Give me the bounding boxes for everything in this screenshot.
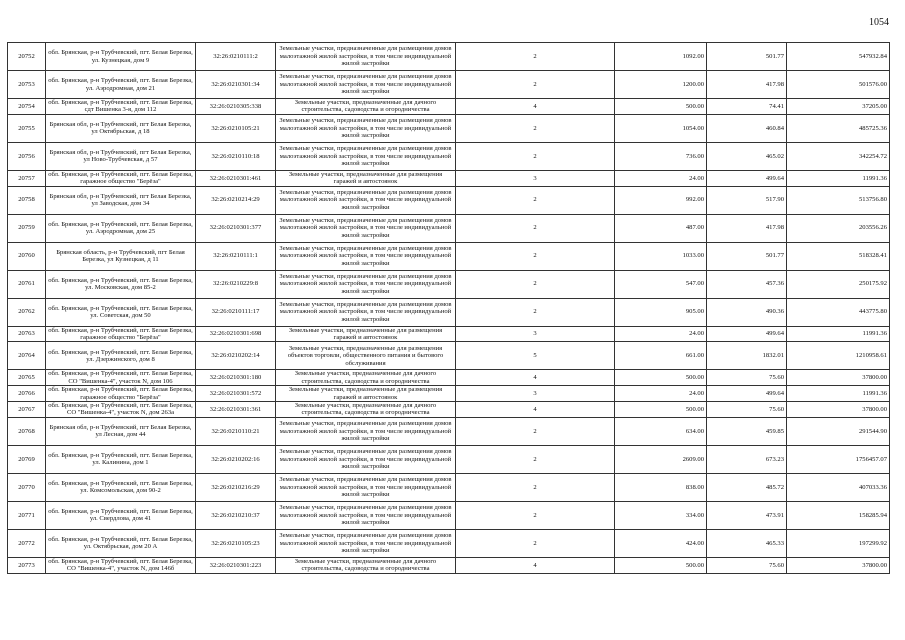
area-cell: 487.00: [615, 214, 707, 242]
cadastral-value-cell: 1756457.07: [787, 445, 890, 473]
row-number: 20763: [8, 326, 46, 342]
cadastral-number-cell: 32:26:0210301:698: [196, 326, 276, 342]
table-row: [8, 402, 890, 418]
cadastral-value-cell: 11991.36: [787, 326, 890, 342]
use-code-cell: 3: [456, 170, 615, 186]
land-use-cell: Земельные участки, предназначенные для размещения домов малоэтажной жилой застройки, в том числе индивидуальной жилой застройки: [276, 445, 456, 473]
row-number: 20756: [8, 142, 46, 170]
address-cell: обл. Брянская, р-н Трубчевский, пгт. Белая Березка, ул. Советская, дом 50: [46, 298, 196, 326]
cadastral-number-cell: 32:26:0210105:23: [196, 529, 276, 557]
cadastral-number-cell: 32:26:0210305:338: [196, 99, 276, 115]
address-cell: обл. Брянская, р-н Трубчевский, пгт. Белая Березка, гаражное общество "Берёза": [46, 170, 196, 186]
cadastral-value-cell: 291544.90: [787, 417, 890, 445]
cadastral-number-cell: 32:26:0210301:361: [196, 402, 276, 418]
cadastral-number-cell: 32:26:0210216:29: [196, 473, 276, 501]
area-cell: 500.00: [615, 99, 707, 115]
land-use-cell: Земельные участки, предназначенные для размещения домов малоэтажной жилой застройки, в том числе индивидуальной жилой застройки: [276, 417, 456, 445]
specific-value-cell: 75.60: [707, 557, 787, 573]
specific-value-cell: 499.64: [707, 326, 787, 342]
area-cell: 334.00: [615, 501, 707, 529]
use-code-cell: 4: [456, 557, 615, 573]
area-cell: 634.00: [615, 417, 707, 445]
address-cell: обл. Брянская, р-н Трубчевский, пгт. Белая Березка, ул. Октябрьская, дом 20 А: [46, 529, 196, 557]
specific-value-cell: 517.90: [707, 186, 787, 214]
table-row: [8, 270, 890, 298]
cadastral-number-cell: 32:26:0210301:461: [196, 170, 276, 186]
area-cell: 1200.00: [615, 71, 707, 99]
specific-value-cell: 465.02: [707, 142, 787, 170]
table-row: [8, 43, 890, 71]
table-row: [8, 326, 890, 342]
area-cell: 1054.00: [615, 114, 707, 142]
area-cell: 905.00: [615, 298, 707, 326]
specific-value-cell: 75.60: [707, 402, 787, 418]
land-use-cell: Земельные участки, предназначенные для размещения домов малоэтажной жилой застройки, в том числе индивидуальной жилой застройки: [276, 501, 456, 529]
specific-value-cell: 417.98: [707, 71, 787, 99]
cadastral-value-cell: 513756.80: [787, 186, 890, 214]
cadastral-number-cell: 32:26:0210210:37: [196, 501, 276, 529]
area-cell: 661.00: [615, 342, 707, 370]
specific-value-cell: 499.64: [707, 386, 787, 402]
table-row: [8, 342, 890, 370]
specific-value-cell: 673.23: [707, 445, 787, 473]
address-cell: Брянская обл, р-н Трубчевский, пгт Белая Березка, ул Ново-Трубчевская, д 57: [46, 142, 196, 170]
land-use-cell: Земельные участки, предназначенные для дачного строительства, садоводства и огородничества: [276, 402, 456, 418]
row-number: 20759: [8, 214, 46, 242]
specific-value-cell: 465.33: [707, 529, 787, 557]
table-row: [8, 170, 890, 186]
cadastral-value-cell: 485725.36: [787, 114, 890, 142]
table-row: [8, 473, 890, 501]
table-body: [8, 43, 890, 574]
table-row: [8, 114, 890, 142]
use-code-cell: 2: [456, 417, 615, 445]
land-use-cell: Земельные участки, предназначенные для дачного строительства, садоводства и огородничества: [276, 99, 456, 115]
table-row: [8, 557, 890, 573]
table-row: [8, 99, 890, 115]
area-cell: 24.00: [615, 326, 707, 342]
address-cell: обл. Брянская, р-н Трубчевский, пгт. Белая Березка, ул. Кузнецкая, дом 9: [46, 43, 196, 71]
cadastral-value-cell: 342254.72: [787, 142, 890, 170]
specific-value-cell: 74.41: [707, 99, 787, 115]
land-use-cell: Земельные участки, предназначенные для размещения домов малоэтажной жилой застройки, в том числе индивидуальной жилой застройки: [276, 114, 456, 142]
table-row: [8, 370, 890, 386]
use-code-cell: 2: [456, 445, 615, 473]
page-number: 1054: [869, 17, 889, 28]
specific-value-cell: 457.36: [707, 270, 787, 298]
use-code-cell: 2: [456, 501, 615, 529]
cadastral-value-cell: 37205.00: [787, 99, 890, 115]
cadastral-number-cell: 32:26:0210202:14: [196, 342, 276, 370]
area-cell: 424.00: [615, 529, 707, 557]
land-use-cell: Земельные участки, предназначенные для размещения домов малоэтажной жилой застройки, в том числе индивидуальной жилой застройки: [276, 473, 456, 501]
address-cell: обл. Брянская, р-н Трубчевский, пгт. Белая Березка, ул. Аэродромная, дом 21: [46, 71, 196, 99]
specific-value-cell: 485.72: [707, 473, 787, 501]
table-row: [8, 186, 890, 214]
cadastral-number-cell: 32:26:0210229:8: [196, 270, 276, 298]
use-code-cell: 3: [456, 326, 615, 342]
land-use-cell: Земельные участки, предназначенные для размещения домов малоэтажной жилой застройки, в том числе индивидуальной жилой застройки: [276, 242, 456, 270]
address-cell: Брянская обл, р-н Трубчевский, пгт Белая Березка, ул Октябрьская, д 18: [46, 114, 196, 142]
area-cell: 736.00: [615, 142, 707, 170]
cadastral-value-cell: 37800.00: [787, 402, 890, 418]
cadastral-number-cell: 32:26:0210111:1: [196, 242, 276, 270]
land-use-cell: Земельные участки, предназначенные для размещения объектов торговли, общественного питания и бытового обслуживания: [276, 342, 456, 370]
address-cell: обл. Брянская, р-н Трубчевский, пгт. Белая Березка, ул. Московская, дом 85-2: [46, 270, 196, 298]
land-use-cell: Земельные участки, предназначенные для дачного строительства, садоводства и огородничества: [276, 557, 456, 573]
row-number: 20768: [8, 417, 46, 445]
cadastral-value-cell: 443775.80: [787, 298, 890, 326]
use-code-cell: 2: [456, 71, 615, 99]
row-number: 20772: [8, 529, 46, 557]
cadastral-value-cell: 501576.00: [787, 71, 890, 99]
land-use-cell: Земельные участки, предназначенные для размещения домов малоэтажной жилой застройки, в том числе индивидуальной жилой застройки: [276, 270, 456, 298]
area-cell: 992.00: [615, 186, 707, 214]
cadastral-number-cell: 32:26:0210301:572: [196, 386, 276, 402]
land-use-cell: Земельные участки, предназначенные для размещения домов малоэтажной жилой застройки, в том числе индивидуальной жилой застройки: [276, 214, 456, 242]
row-number: 20771: [8, 501, 46, 529]
specific-value-cell: 1832.01: [707, 342, 787, 370]
specific-value-cell: 417.98: [707, 214, 787, 242]
area-cell: 500.00: [615, 402, 707, 418]
use-code-cell: 2: [456, 43, 615, 71]
address-cell: обл. Брянская, р-н Трубчевский, пгт. Белая Березка, ул. Свердлова, дом 41: [46, 501, 196, 529]
use-code-cell: 4: [456, 402, 615, 418]
area-cell: 500.00: [615, 557, 707, 573]
area-cell: 1033.00: [615, 242, 707, 270]
address-cell: Брянская обл, р-н Трубчевский, пгт Белая Березка, ул Лесная, дом 44: [46, 417, 196, 445]
area-cell: 500.00: [615, 370, 707, 386]
land-use-cell: Земельные участки, предназначенные для размещения домов малоэтажной жилой застройки, в том числе индивидуальной жилой застройки: [276, 43, 456, 71]
cadastral-value-cell: 250175.92: [787, 270, 890, 298]
row-number: 20767: [8, 402, 46, 418]
land-use-cell: Земельные участки, предназначенные для размещения домов малоэтажной жилой застройки, в том числе индивидуальной жилой застройки: [276, 298, 456, 326]
cadastral-value-cell: 197299.92: [787, 529, 890, 557]
use-code-cell: 4: [456, 370, 615, 386]
address-cell: обл. Брянская, р-н Трубчевский, пгт. Белая Березка, сдт Вишенка 3-я, дом 112: [46, 99, 196, 115]
land-use-cell: Земельные участки, предназначенные для размещения домов малоэтажной жилой застройки, в том числе индивидуальной жилой застройки: [276, 71, 456, 99]
address-cell: обл. Брянская, р-н Трубчевский, пгт. Белая Березка, ул. Калинина, дом 1: [46, 445, 196, 473]
area-cell: 547.00: [615, 270, 707, 298]
address-cell: обл. Брянская, р-н Трубчевский, пгт. Белая Березка, СО "Вишенка-4", участок N, дом 106: [46, 370, 196, 386]
cadastral-number-cell: 32:26:0210301:34: [196, 71, 276, 99]
address-cell: обл. Брянская, р-н Трубчевский, пгт. Белая Березка, СО "Вишенка-4", участок N, дом 263а: [46, 402, 196, 418]
row-number: 20758: [8, 186, 46, 214]
table-row: [8, 386, 890, 402]
row-number: 20764: [8, 342, 46, 370]
cadastral-value-cell: 407033.36: [787, 473, 890, 501]
use-code-cell: 2: [456, 214, 615, 242]
table-row: [8, 142, 890, 170]
cadastral-number-cell: 32:26:0210214:29: [196, 186, 276, 214]
row-number: 20762: [8, 298, 46, 326]
area-cell: 1092.00: [615, 43, 707, 71]
row-number: 20761: [8, 270, 46, 298]
cadastral-value-cell: 203556.26: [787, 214, 890, 242]
use-code-cell: 2: [456, 186, 615, 214]
address-cell: обл. Брянская, р-н Трубчевский, пгт. Белая Березка, ул. Комсомольская, дом 90-2: [46, 473, 196, 501]
cadastral-value-cell: 547932.84: [787, 43, 890, 71]
use-code-cell: 2: [456, 242, 615, 270]
address-cell: Брянская область, р-н Трубчевский, пгт Белая Березка, ул Кузнецкая, д 11: [46, 242, 196, 270]
address-cell: обл. Брянская, р-н Трубчевский, пгт. Белая Березка, ул. Дзержинского, дом 8: [46, 342, 196, 370]
land-use-cell: Земельные участки, предназначенные для размещения гаражей и автостоянок: [276, 386, 456, 402]
cadastral-number-cell: 32:26:0210105:21: [196, 114, 276, 142]
land-use-cell: Земельные участки, предназначенные для размещения домов малоэтажной жилой застройки, в том числе индивидуальной жилой застройки: [276, 529, 456, 557]
cadastral-number-cell: 32:26:0210111:2: [196, 43, 276, 71]
cadastral-value-cell: 518328.41: [787, 242, 890, 270]
use-code-cell: 2: [456, 142, 615, 170]
table-row: [8, 214, 890, 242]
address-cell: обл. Брянская, р-н Трубчевский, пгт. Белая Березка, гаражное общество "Берёза": [46, 386, 196, 402]
row-number: 20766: [8, 386, 46, 402]
land-registry-table: [7, 42, 890, 574]
cadastral-value-cell: 37800.00: [787, 370, 890, 386]
cadastral-value-cell: 11991.36: [787, 170, 890, 186]
use-code-cell: 2: [456, 529, 615, 557]
use-code-cell: 3: [456, 386, 615, 402]
cadastral-value-cell: 37800.00: [787, 557, 890, 573]
use-code-cell: 5: [456, 342, 615, 370]
address-cell: обл. Брянская, р-н Трубчевский, пгт. Белая Березка, гаражное общество "Берёза": [46, 326, 196, 342]
cadastral-number-cell: 32:26:0210301:180: [196, 370, 276, 386]
row-number: 20773: [8, 557, 46, 573]
land-use-cell: Земельные участки, предназначенные для размещения гаражей и автостоянок: [276, 326, 456, 342]
cadastral-number-cell: 32:26:0210110:18: [196, 142, 276, 170]
specific-value-cell: 501.77: [707, 242, 787, 270]
address-cell: Брянская обл, р-н Трубчевский, пгт Белая Березка, ул Заводская, дом 34: [46, 186, 196, 214]
table-row: [8, 417, 890, 445]
row-number: 20770: [8, 473, 46, 501]
area-cell: 838.00: [615, 473, 707, 501]
address-cell: обл. Брянская, р-н Трубчевский, пгт. Белая Березка, СО "Вишенка-4", участок N, дом 146б: [46, 557, 196, 573]
table-row: [8, 501, 890, 529]
row-number: 20755: [8, 114, 46, 142]
land-use-cell: Земельные участки, предназначенные для размещения домов малоэтажной жилой застройки, в том числе индивидуальной жилой застройки: [276, 186, 456, 214]
cadastral-value-cell: 11991.36: [787, 386, 890, 402]
cadastral-value-cell: 1210958.61: [787, 342, 890, 370]
table-row: [8, 298, 890, 326]
row-number: 20769: [8, 445, 46, 473]
cadastral-number-cell: 32:26:0210202:16: [196, 445, 276, 473]
use-code-cell: 2: [456, 473, 615, 501]
cadastral-number-cell: 32:26:0210111:17: [196, 298, 276, 326]
cadastral-number-cell: 32:26:0210110:21: [196, 417, 276, 445]
land-use-cell: Земельные участки, предназначенные для размещения домов малоэтажной жилой застройки, в том числе индивидуальной жилой застройки: [276, 142, 456, 170]
specific-value-cell: 499.64: [707, 170, 787, 186]
use-code-cell: 2: [456, 298, 615, 326]
table-row: [8, 71, 890, 99]
land-use-cell: Земельные участки, предназначенные для дачного строительства, садоводства и огородничества: [276, 370, 456, 386]
area-cell: 2609.00: [615, 445, 707, 473]
table-row: [8, 445, 890, 473]
address-cell: обл. Брянская, р-н Трубчевский, пгт. Белая Березка, ул. Аэродромная, дом 25: [46, 214, 196, 242]
row-number: 20765: [8, 370, 46, 386]
use-code-cell: 2: [456, 114, 615, 142]
cadastral-number-cell: 32:26:0210301:377: [196, 214, 276, 242]
area-cell: 24.00: [615, 170, 707, 186]
specific-value-cell: 473.91: [707, 501, 787, 529]
row-number: 20753: [8, 71, 46, 99]
specific-value-cell: 459.85: [707, 417, 787, 445]
row-number: 20757: [8, 170, 46, 186]
use-code-cell: 4: [456, 99, 615, 115]
cadastral-value-cell: 158285.94: [787, 501, 890, 529]
table-row: [8, 242, 890, 270]
specific-value-cell: 501.77: [707, 43, 787, 71]
specific-value-cell: 75.60: [707, 370, 787, 386]
cadastral-number-cell: 32:26:0210301:223: [196, 557, 276, 573]
table-row: [8, 529, 890, 557]
area-cell: 24.00: [615, 386, 707, 402]
specific-value-cell: 490.36: [707, 298, 787, 326]
use-code-cell: 2: [456, 270, 615, 298]
row-number: 20752: [8, 43, 46, 71]
specific-value-cell: 460.84: [707, 114, 787, 142]
row-number: 20760: [8, 242, 46, 270]
row-number: 20754: [8, 99, 46, 115]
land-use-cell: Земельные участки, предназначенные для размещения гаражей и автостоянок: [276, 170, 456, 186]
